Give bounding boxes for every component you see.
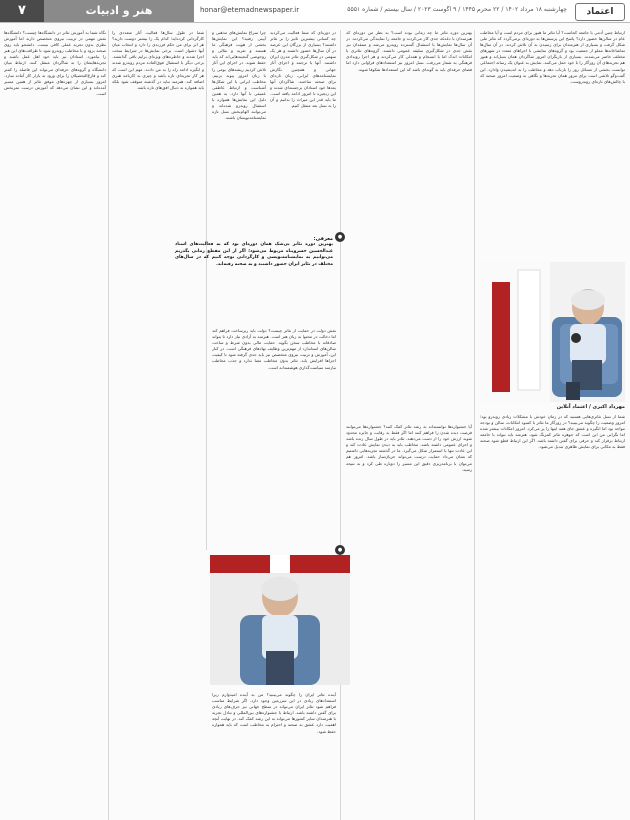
- portrait-illustration: [480, 262, 625, 402]
- portrait-illustration: [210, 555, 350, 685]
- photo-caption: مهرداد اکبری / اعتماد آنلاین: [556, 404, 625, 410]
- article-column-3-end: آینده تئاتر ایران را چگونه می‌بینید؟ من به آینده امیدوارم زیرا استعدادهای زیادی در این سرزمین وجود دارد. اگر شرایط مناسب فراهم شود تئاتر ایران می‌تواند در سطح جهانی نیز حرف‌های زیادی برای گفتن داشته باشد. ارتباط با جشنواره‌های بین‌المللی و تبادل تجربه با هنرمندان سایر کشورها می‌تواند به این رشد کمک کند. در نهایت آنچه اهمیت دارد عشق به صحنه و احترام به مخاطب است که باید همواره حفظ شود.: [212, 692, 336, 734]
- section-email[interactable]: honar@etemadnewspaper.ir: [200, 6, 300, 14]
- article-column-3-bottom: نقش دولت در حمایت از تئاتر چیست؟ دولت باید زیرساخت فراهم کند اما دخالت در محتوا به زیان هنر است. هنرمند به آزادی نیاز دارد تا بتواند صادقانه با مخاطب سخن بگوید. حمایت مالی بدون شرط و ساخت سالن‌های استاندارد از مهم‌ترین وظایف نهادهای فرهنگی است. در کنار این، آموزش و تربیت نیروی متخصص نیز باید جدی گرفته شود تا کیفیت اجراها افزایش یابد. تئاتر بدون مخاطب معنا ندارد و جذب مخاطب نیازمند سیاست‌گذاری هوشمندانه است.: [212, 328, 336, 370]
- page-ornament-icon: ●: [335, 545, 345, 555]
- intro-text: بهترین دوره تئاتر بی‌شک همان دوره‌ای بود که به فعالیت‌های استاد عبدالحسین خسروپناه مربوط می‌شود؛ اگر از این مقطع زمانی بگذریم می‌توانیم به نمایشنامه‌نویسی و کارگردانی توجه کنیم که در سال‌های مختلف در تئاتر ایران حضور داشتند و به صحنه رفته‌اند.: [175, 242, 333, 267]
- page-number: ۷: [0, 0, 44, 22]
- column-rule: [108, 30, 109, 820]
- article-column-5: شما در طول سال‌ها فعالیت آثار متعددی را کارگردانی کرده‌اید؛ کدام یک را بیشتر دوست دارید؟ هر اثر برای من حکم فرزندی را دارد و انتخاب میان آنها دشوار است. برخی نمایش‌ها در شرایط سخت اجرا شدند و خاطره‌های ویژه‌ای برایم باقی گذاشتند. برخی دیگر با استقبال فوق‌العاده مردم روبه‌رو شدند و انگیزه ادامه راه را به من دادند. مهم این است که هر کار تجربه‌ای تازه باشد و چیزی به کارنامه هنری اضافه کند. هنرمند نباید در گذشته متوقف شود بلکه باید همواره به دنبال افق‌های تازه باشد.: [112, 30, 204, 90]
- article-column-3-top: در دوره‌ای که شما فعالیت می‌کردید چه کسانی بیشترین تاثیر را بر تئاتر داشتند؟ بسیاری از بزرگان این عرصه در آن سال‌ها حضور داشتند و هر یک سهمی در شکل‌گیری تئاتر مدرن ایران داشتند. آنها با ترجمه و اجرای آثار جهانی و همچنین نگارش نمایشنامه‌های ایرانی، زبان تازه‌ای برای صحنه ساختند. شاگردان آنها بعدها خود استادان برجسته‌ای شدند و این زنجیره تا امروز ادامه یافته است. ما باید قدر این میراث را بدانیم و آن را به نسل بعد منتقل کنیم.: [270, 30, 336, 109]
- column-rule: [340, 30, 341, 820]
- article-column-6: نگاه شما به آموزش تئاتر در دانشگاه‌ها چیست؟ دانشگاه‌ها نقش مهمی در تربیت نیروی متخصص دارند اما آموزش نظری بدون تجربه عملی کافی نیست. دانشجو باید روی صحنه برود و با مخاطب روبه‌رو شود تا ظرافت‌های این هنر را بیاموزد. استادان نیز باید خود اهل عمل باشند و تجربه‌هایشان را به شاگردان منتقل کنند. ارتباط میان دانشگاه و گروه‌های حرفه‌ای می‌تواند این فاصله را کمتر کند و فارغ‌التحصیلان را برای ورود به بازار کار آماده سازد. امروز بسیاری از چهره‌های موفق تئاتر از همین مسیر آمده‌اند و این نشان می‌دهد که آموزش درست ثمربخش است.: [4, 30, 106, 96]
- article-column-2-top: بهترین دوره تئاتر ما چه زمانی بوده است؟ به نظر من دوره‌ای که هنرمندان با دغدغه جدی کار می‌کردند و جامعه را نمایندگی می‌کردند. در آن سال‌ها نمایش‌ها با استقبال گسترده روبه‌رو می‌شد و منتقدان نیز نقش جدی در شکل‌گیری سلیقه عمومی داشتند. گروه‌های تئاتری با امکانات اندک اما با انسجام و همدلی کار می‌کردند و هر اجرا رویدادی فرهنگی به شمار می‌رفت. نسل امروز نیز استعدادهای فراوانی دارد اما فضای حرفه‌ای باید به گونه‌ای باشد که این استعدادها شکوفا شوند.: [346, 30, 472, 72]
- interviewee-photo-bottom: [210, 555, 350, 685]
- column-rule: [474, 30, 475, 820]
- article-column-4-top: چرا سراغ نمایش‌های مذهبی و آیینی رفتید؟ این نمایش‌ها بخشی از هویت فرهنگی ما هستند و تعزیه و نقالی و روحوضی گنجینه‌هایی‌اند که باید حفظ شوند. در اجرای این آثار تلاش کردیم ریشه‌های بومی را با زبان امروز پیوند بزنیم. مخاطب ایرانی با این شکل‌ها آشناست و ارتباط عاطفی عمیقی با آنها دارد. به همین دلیل این نمایش‌ها همواره با استقبال روبه‌رو شده‌اند و می‌توانند الهام‌بخش نسل تازه نمایشنامه‌نویسان باشند.: [212, 30, 266, 121]
- page-ornament-icon: ●: [335, 232, 345, 242]
- intro-label: معرفی:: [313, 236, 333, 242]
- article-column-2-bottom: آیا جشنواره‌ها توانسته‌اند به رشد تئاتر کمک کنند؟ جشنواره‌ها می‌توانند فرصت دیده شدن را فراهم کنند اما اگر فقط به رقابت و جایزه محدود شوند ارزش خود را از دست می‌دهند. تئاتر باید در طول سال زنده باشد و اجرای عمومی داشته باشد. مخاطب باید به دیدن نمایش عادت کند و این عادت تنها با استمرار شکل می‌گیرد. ما در گذشته تجربه‌هایی داشتیم که نشان می‌داد حمایت درست می‌تواند جریان‌ساز باشد. امروز هم می‌توان با برنامه‌ریزی دقیق این مسیر را دوباره طی کرد و به نتیجه رسید.: [346, 424, 472, 472]
- interviewee-photo-top: [480, 262, 625, 402]
- article-column-right-bottom: شما از نسل تئاتری‌هایی هستید که در زمان خودش با مشکلات زیادی روبه‌رو بود؛ امروز وضعیت را چگونه می‌بینید؟ در روزگار ما تئاتر با کمبود امکانات، سالن و بودجه مواجه بود اما انگیزه و عشق جای همه اینها را پر می‌کرد. امروز امکانات بیشتر شده اما نگرانی من این است که جوهره تئاتر کمرنگ شود. هنرمند باید بتواند با جامعه ارتباط برقرار کند و حرفی برای گفتن داشته باشد. اگر این ارتباط قطع شود صحنه فقط به مکانی برای نمایش ظاهری تبدیل می‌شود.: [480, 414, 625, 450]
- section-title: هنر و ادبیات: [44, 0, 194, 22]
- newspaper-logo: اعتماد: [575, 3, 625, 21]
- page-header: [0, 0, 630, 23]
- article-column-right-top: ارتباط چنین آدمی با جامعه کجاست؟ آیا تئاتر ما هنوز برای مردم است و آیا مخاطب عام در سالن‌ها حضور دارد؟ پاسخ این پرسش‌ها به دوره‌ای برمی‌گردد که تئاتر ملی شکل گرفت و بسیاری از هنرمندان برای رسیدن به آن تلاش کردند. در آن سال‌ها تماشاخانه‌ها مملو از جمعیت بود و گروه‌های نمایشی با اجراهای متعدد در شهرهای مختلف حاضر می‌شدند. بسیاری از بازیگران امروز شاگردان همان نسل‌اند و هنوز هم تجربه‌های آن روزگار را با خود حمل می‌کنند. نمایش به عنوان یک رسانه اجتماعی توانست بخشی از مسائل روز را بازتاب دهد و مخاطب را به اندیشیدن وادارد. این گفت‌وگو تلاشی است برای مرور همان تجربه‌ها و نگاهی به وضعیت امروز صحنه که با چالش‌های تازه‌ای روبه‌روست.: [480, 30, 625, 84]
- dateline: چهارشنبه ۱۸ مرداد ۱۴۰۲ / ۲۲ محرم ۱۴۴۵ / ۹ آگوست ۲۰۲۳ / سال بیستم / شماره ۵۵۵۱: [347, 6, 567, 13]
